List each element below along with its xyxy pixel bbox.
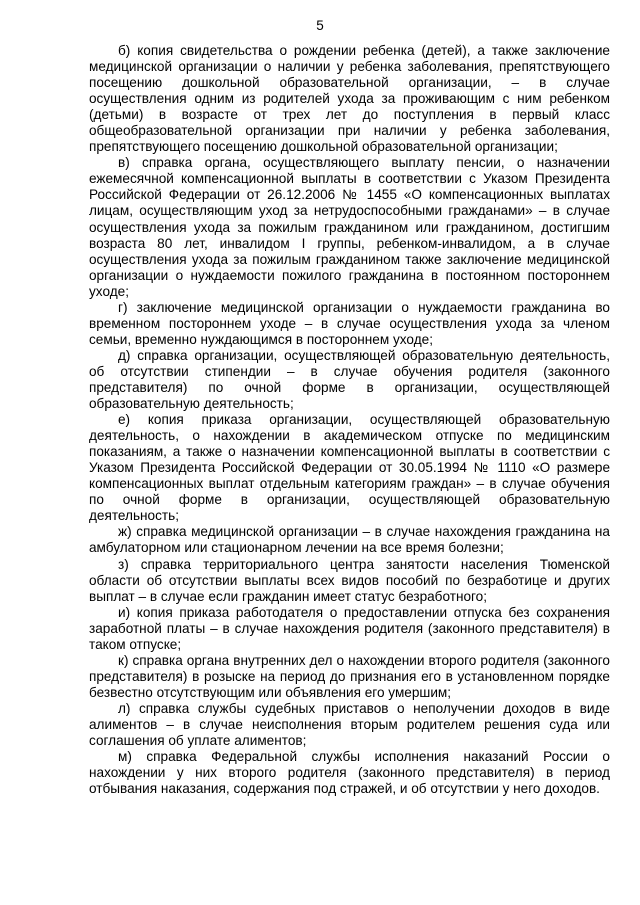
paragraph-d: д) справка организации, осуществляющей образовательную деятельность, об отсутствии стипендии – в случае обучения родителя (законного представителя) по очной форме в организации, осуществляющей образовательную деятельность; <box>89 347 610 412</box>
paragraph-g: г) заключение медицинской организации о нуждаемости гражданина во временном постороннем уходе – в случае осуществления ухода за членом семьи, временно нуждающимся в постороннем уходе; <box>89 299 610 347</box>
paragraph-v: в) справка органа, осуществляющего выплату пенсии, о назначении ежемесячной компенсационной выплаты в соответствии с Указом Президента Российской Федерации от 26.12.2006 № 1455 «О компенсационных выплатах лицам, осуществляющим уход за нетрудоспособными гражданами» – в случае осуществления ухода за пожилым гражданином или гражданином, достигшим возраста 80 лет, инвалидом I группы, ребенком-инвалидом, а в случае осуществления ухода за пожилым гражданином также заключение медицинской организации о нуждаемости пожилого гражданина в постоянном постороннем уходе; <box>89 155 610 299</box>
paragraph-z: з) справка территориального центра занятости населения Тюменской области об отсутствии выплаты всех видов пособий по безработице и других выплат – в случае если гражданин имеет статус безработного; <box>89 556 610 604</box>
page-number: 5 <box>316 18 324 33</box>
paragraph-e: е) копия приказа организации, осуществляющей образовательную деятельность, о нахождении в академическом отпуске по медицинским показаниям, а также о назначении компенсационной выплаты в соответствии с Указом Президента Российской Федерации от 30.05.1994 № 1110 «О размере компенсационных выплат отдельным категориям граждан» – в случае обучения по очной форме в организации, осуществляющей образовательную деятельность; <box>89 412 610 524</box>
paragraph-l: л) справка службы судебных приставов о неполучении доходов в виде алиментов – в случае неисполнения вторым родителем решения суда или соглашения об уплате алиментов; <box>89 700 610 749</box>
paragraph-k: к) справка органа внутренних дел о нахождении второго родителя (законного представителя) в розыске на период до признания его в установленном порядке безвестно отсутствующим или объявления его умершим; <box>89 652 610 700</box>
document-body <box>89 43 610 797</box>
paragraph-i: и) копия приказа работодателя о предоставлении отпуска без сохранения заработной платы – в случае нахождения родителя (законного представителя) в таком отпуске; <box>89 604 610 652</box>
paragraph-b: б) копия свидетельства о рождении ребенка (детей), а также заключение медицинской организации о наличии у ребенка заболевания, препятствующего посещению дошкольной образовательной организации, – в случае осуществления одним из родителей ухода за проживающим с ним ребенком (детьми) в возрасте от трех лет до поступления в первый класс общеобразовательной организации при наличии у ребенка заболевания, препятствующего посещению дошкольной образовательной организации; <box>89 43 610 155</box>
paragraph-m: м) справка Федеральной службы исполнения наказаний России о нахождении у них второго родителя (законного представителя) в период отбывания наказания, содержания под стражей, и об отсутствии у него доходов. <box>89 749 610 797</box>
paragraph-zh: ж) справка медицинской организации – в случае нахождения гражданина на амбулаторном или стационарном лечении на все время болезни; <box>89 524 610 556</box>
